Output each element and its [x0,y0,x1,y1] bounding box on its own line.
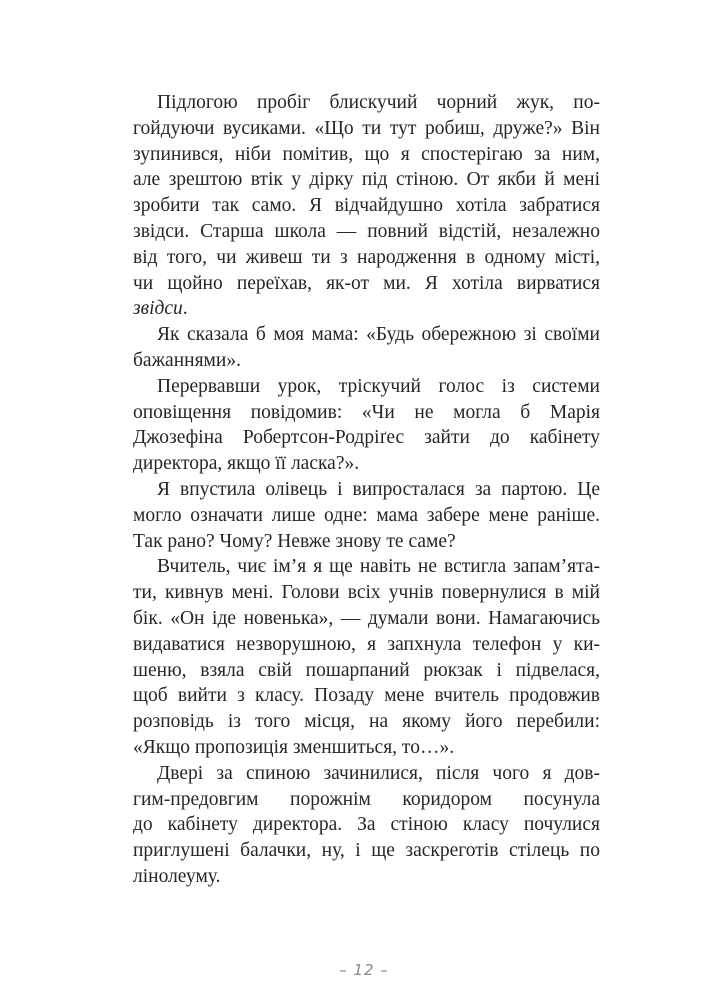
text-line [133,709,600,735]
text-line [133,580,600,606]
text-segment: гойдуючи вусиками. «Що ти тут робиш, друже?» Він [133,117,600,139]
text-segment: до кабінету директора. За стіною класу почулися [133,814,600,836]
text-segment: могло означати лише одне: мама забере мене раніше. [133,504,600,526]
text-segment: щоб вийти з класу. Позаду мене вчитель продовжив [133,685,600,707]
paragraph [133,761,600,890]
text-line [133,864,600,890]
text-segment: директора, якщо її ласка?». [133,453,360,475]
text-line [133,167,600,193]
text-line [133,193,600,219]
text-segment: ти, кивнув мені. Голови всіх учнів повернулися в мій [133,582,600,604]
text-line [133,529,600,555]
text-segment: розповідь із того місця, на якому його перебили: [133,711,600,733]
text-segment: від того, чи живеш ти з народження в одному місті, [133,246,600,268]
text-segment: «Якщо пропозиція зменшиться, то…». [133,736,455,758]
text-segment: зупинився, ніби помітив, що я спостерігаю за ним, [133,143,600,165]
text-line [133,554,600,580]
paragraph [133,554,600,760]
book-text [133,90,600,890]
text-line [133,735,600,761]
text-line [133,812,600,838]
text-line [133,374,600,400]
page-number: – 12 – [339,961,389,979]
text-line [133,116,600,142]
text-line [133,606,600,632]
paragraph [133,322,600,374]
text-segment: Джозефіна Робертсон-Родріґес зайти до кабінету [133,427,600,449]
text-line [133,271,600,297]
text-segment: гим-предовгим порожнім коридором посунула [133,788,600,810]
text-segment: приглушені балачки, ну, і ще заскреготів стілець по [133,840,600,862]
text-segment: Перервавши урок, тріскучий голос із системи [157,375,600,397]
text-line [133,503,600,529]
text-segment: Я впустила олівець і випросталася за партою. Це [157,478,600,500]
text-segment: бажаннями». [133,349,241,371]
text-line [133,451,600,477]
paragraph [133,374,600,477]
text-line [133,296,600,322]
text-segment: лінолеуму. [133,865,221,887]
text-line [133,245,600,271]
text-segment: звідси. Старша школа — повний відстій, незалежно [133,220,600,242]
text-segment: Так рано? Чому? Невже знову те саме? [133,530,456,552]
text-line [133,683,600,709]
text-line [133,90,600,116]
text-segment: видаватися незворушною, я запхнула телефон у ки- [133,633,600,655]
text-segment: Вчитель, чиє ім’я я ще навіть не встигла запам’ята- [157,556,600,578]
text-line [133,761,600,787]
text-line [133,787,600,813]
text-line [133,477,600,503]
text-segment: Двері за спиною зачинилися, після чого я дов- [157,762,600,784]
text-line [133,348,600,374]
text-line [133,632,600,658]
text-segment: Підлогою пробіг блискучий чорний жук, по- [157,92,600,113]
text-line [133,838,600,864]
text-segment: оповіщення повідомив: «Чи не могла б Марія [133,401,600,423]
text-segment: але зрештою втік у дірку під стіною. От якби й мені [133,169,600,191]
text-segment: чи щойно переїхав, як-от ми. Я хотіла вирватися [133,272,600,294]
text-line [133,219,600,245]
text-segment: шеню, взяла свій пошарпаний рюкзак і підвелася, [133,659,600,681]
text-segment: бік. «Он іде новенька», — думали вони. Намагаючись [133,607,600,629]
paragraph [133,90,600,322]
text-segment: . [182,298,188,320]
text-segment: Як сказала б моя мама: «Будь обережною зі своїми [157,324,600,346]
paragraph [133,477,600,554]
text-segment: зробити так само. Я відчайдушно хотіла забратися [133,195,600,217]
text-line [133,425,600,451]
text-line [133,658,600,684]
text-line [133,400,600,426]
text-line [133,322,600,348]
text-line [133,142,600,168]
italic-text: звідси [133,298,183,320]
